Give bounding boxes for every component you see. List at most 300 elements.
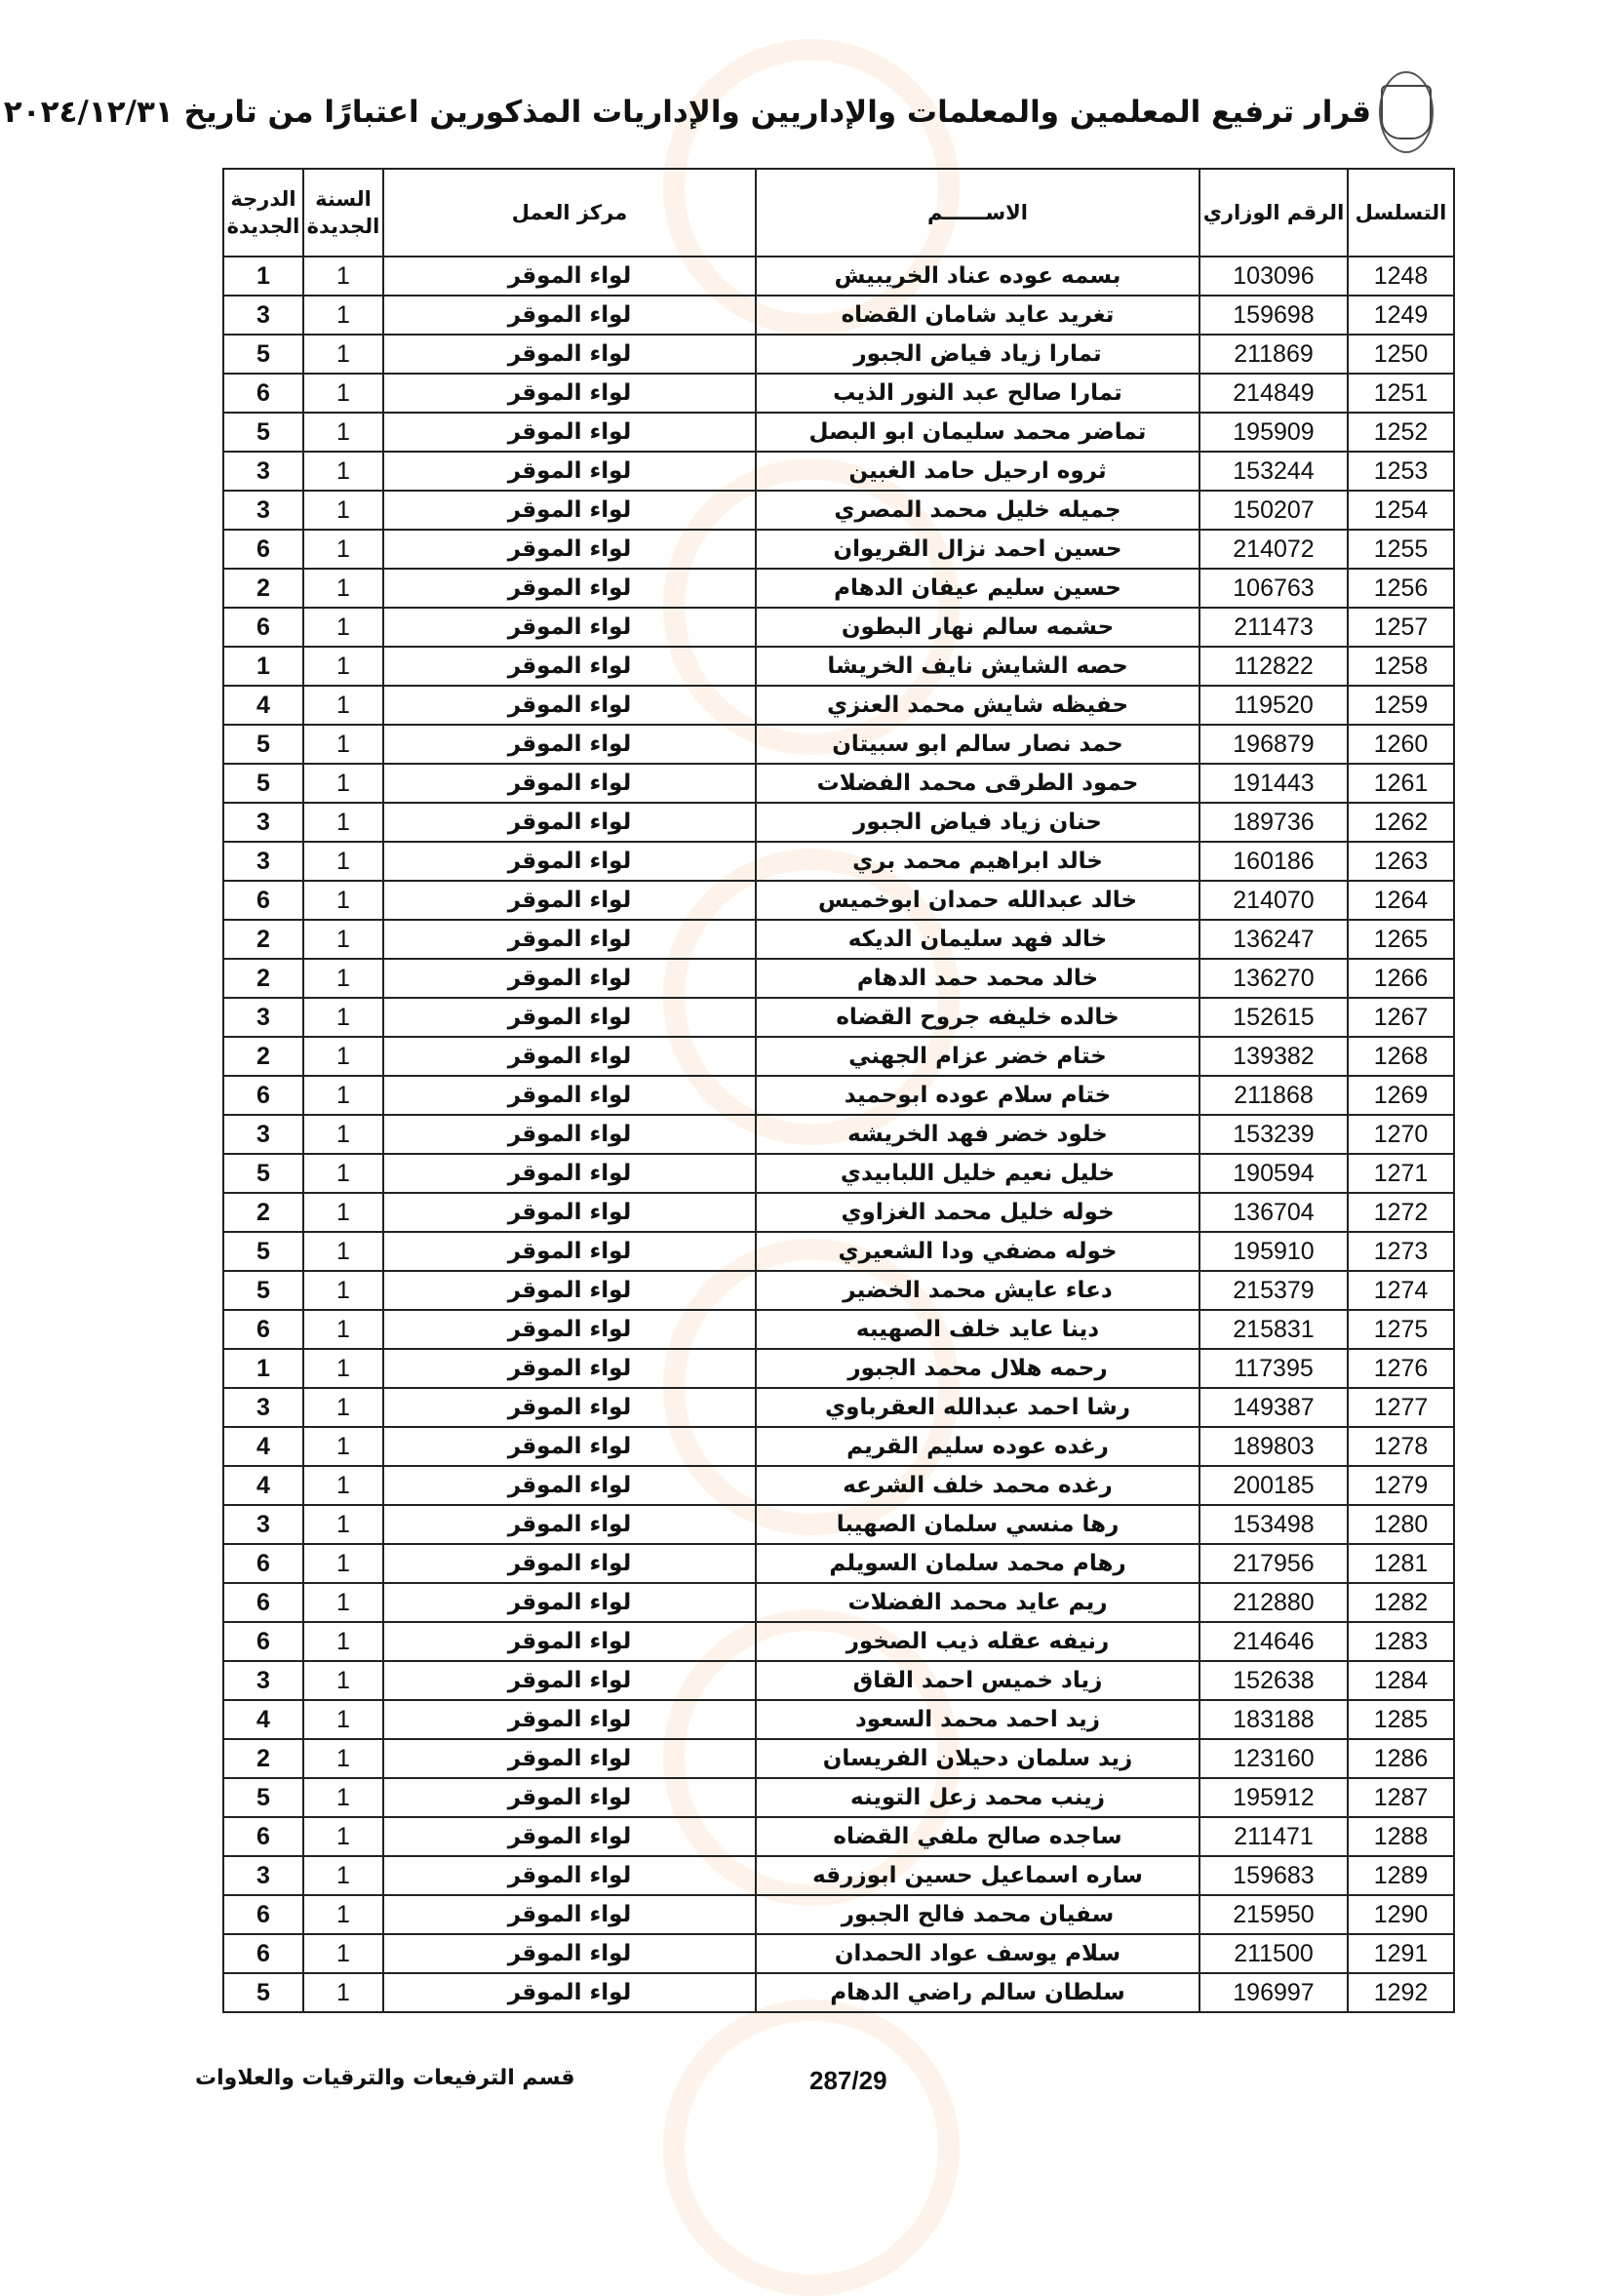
seq-cell: 1273 bbox=[1348, 1232, 1454, 1271]
new-year-cell: 1 bbox=[303, 608, 383, 647]
table-row bbox=[223, 686, 1454, 725]
name-cell: خلود خضر فهد الخريشه bbox=[756, 1115, 1199, 1154]
name-cell: حصه الشايش نايف الخريشا bbox=[756, 647, 1199, 686]
new-grade-cell: 5 bbox=[223, 764, 303, 803]
seq-cell: 1258 bbox=[1348, 647, 1454, 686]
new-year-cell: 1 bbox=[303, 257, 383, 296]
new-grade-cell: 6 bbox=[223, 1076, 303, 1115]
work-center-cell: لواء الموقر bbox=[383, 1271, 756, 1310]
new-year-cell: 1 bbox=[303, 920, 383, 959]
work-center-cell: لواء الموقر bbox=[383, 1934, 756, 1973]
name-cell: ثروه ارحيل حامد الغبين bbox=[756, 452, 1199, 491]
table-row bbox=[223, 1778, 1454, 1817]
new-year-cell: 1 bbox=[303, 296, 383, 335]
ministry-no-cell: 189803 bbox=[1199, 1427, 1348, 1466]
name-cell: زيد سلمان دحيلان الفريسان bbox=[756, 1739, 1199, 1778]
name-cell: خالد عبدالله حمدان ابوخميس bbox=[756, 881, 1199, 920]
new-grade-cell: 5 bbox=[223, 725, 303, 764]
table-row bbox=[223, 1310, 1454, 1349]
new-grade-cell: 3 bbox=[223, 1388, 303, 1427]
work-center-cell: لواء الموقر bbox=[383, 998, 756, 1037]
new-grade-cell: 5 bbox=[223, 1271, 303, 1310]
table-row bbox=[223, 764, 1454, 803]
ministry-no-cell: 196879 bbox=[1199, 725, 1348, 764]
table-row bbox=[223, 1544, 1454, 1583]
ministry-no-cell: 211473 bbox=[1199, 608, 1348, 647]
ministry-no-cell: 215831 bbox=[1199, 1310, 1348, 1349]
ministry-no-cell: 160186 bbox=[1199, 842, 1348, 881]
name-cell: خليل نعيم خليل اللبابيدي bbox=[756, 1154, 1199, 1193]
new-year-cell: 1 bbox=[303, 1895, 383, 1934]
work-center-cell: لواء الموقر bbox=[383, 413, 756, 452]
new-grade-cell: 6 bbox=[223, 1934, 303, 1973]
work-center-cell: لواء الموقر bbox=[383, 1427, 756, 1466]
table-row bbox=[223, 1895, 1454, 1934]
name-cell: رغده عوده سليم القريم bbox=[756, 1427, 1199, 1466]
seq-cell: 1264 bbox=[1348, 881, 1454, 920]
table-header-row bbox=[223, 169, 1454, 257]
ministry-no-cell: 195909 bbox=[1199, 413, 1348, 452]
table-row bbox=[223, 1037, 1454, 1076]
table-row bbox=[223, 959, 1454, 998]
new-year-cell: 1 bbox=[303, 1310, 383, 1349]
new-grade-cell: 2 bbox=[223, 920, 303, 959]
name-cell: خالد محمد حمد الدهام bbox=[756, 959, 1199, 998]
seq-cell: 1285 bbox=[1348, 1700, 1454, 1739]
new-year-cell: 1 bbox=[303, 1037, 383, 1076]
ministry-no-cell: 211471 bbox=[1199, 1817, 1348, 1856]
name-cell: زيد احمد محمد السعود bbox=[756, 1700, 1199, 1739]
seq-cell: 1268 bbox=[1348, 1037, 1454, 1076]
work-center-cell: لواء الموقر bbox=[383, 647, 756, 686]
table-row bbox=[223, 1661, 1454, 1700]
new-grade-cell: 3 bbox=[223, 1856, 303, 1895]
work-center-cell: لواء الموقر bbox=[383, 881, 756, 920]
seq-cell: 1263 bbox=[1348, 842, 1454, 881]
table-row bbox=[223, 1349, 1454, 1388]
new-grade-cell: 4 bbox=[223, 1700, 303, 1739]
name-cell: رغده محمد خلف الشرعه bbox=[756, 1466, 1199, 1505]
ministry-no-cell: 119520 bbox=[1199, 686, 1348, 725]
seq-cell: 1267 bbox=[1348, 998, 1454, 1037]
name-cell: سلام يوسف عواد الحمدان bbox=[756, 1934, 1199, 1973]
name-cell: ساجده صالح ملفي القضاه bbox=[756, 1817, 1199, 1856]
seq-cell: 1276 bbox=[1348, 1349, 1454, 1388]
new-grade-cell: 6 bbox=[223, 1583, 303, 1622]
work-center-cell: لواء الموقر bbox=[383, 1076, 756, 1115]
new-year-cell: 1 bbox=[303, 335, 383, 374]
name-cell: دعاء عايش محمد الخضير bbox=[756, 1271, 1199, 1310]
new-grade-cell: 5 bbox=[223, 1154, 303, 1193]
new-year-cell: 1 bbox=[303, 413, 383, 452]
work-center-cell: لواء الموقر bbox=[383, 1583, 756, 1622]
table-row bbox=[223, 1193, 1454, 1232]
new-grade-cell: 5 bbox=[223, 1778, 303, 1817]
new-grade-cell: 6 bbox=[223, 881, 303, 920]
ministry-no-cell: 112822 bbox=[1199, 647, 1348, 686]
work-center-cell: لواء الموقر bbox=[383, 608, 756, 647]
work-center-cell: لواء الموقر bbox=[383, 1622, 756, 1661]
new-grade-cell: 1 bbox=[223, 257, 303, 296]
work-center-cell: لواء الموقر bbox=[383, 1388, 756, 1427]
seq-cell: 1284 bbox=[1348, 1661, 1454, 1700]
ministry-no-cell: 212880 bbox=[1199, 1583, 1348, 1622]
name-cell: تماضر محمد سليمان ابو البصل bbox=[756, 413, 1199, 452]
work-center-cell: لواء الموقر bbox=[383, 1661, 756, 1700]
name-cell: خالده خليفه جروح القضاه bbox=[756, 998, 1199, 1037]
table-row bbox=[223, 1622, 1454, 1661]
seq-cell: 1256 bbox=[1348, 569, 1454, 608]
table-row bbox=[223, 803, 1454, 842]
table-row bbox=[223, 296, 1454, 335]
new-grade-cell: 1 bbox=[223, 1349, 303, 1388]
work-center-cell: لواء الموقر bbox=[383, 257, 756, 296]
seq-cell: 1248 bbox=[1348, 257, 1454, 296]
new-grade-cell: 4 bbox=[223, 1466, 303, 1505]
work-center-cell: لواء الموقر bbox=[383, 764, 756, 803]
work-center-cell: لواء الموقر bbox=[383, 1778, 756, 1817]
watermark-clock-icon bbox=[663, 1999, 960, 2296]
table-row bbox=[223, 998, 1454, 1037]
new-grade-cell: 1 bbox=[223, 647, 303, 686]
new-year-cell: 1 bbox=[303, 998, 383, 1037]
new-grade-cell: 5 bbox=[223, 413, 303, 452]
new-grade-cell: 3 bbox=[223, 842, 303, 881]
new-year-cell: 1 bbox=[303, 1349, 383, 1388]
table-row bbox=[223, 530, 1454, 569]
new-year-cell: 1 bbox=[303, 1934, 383, 1973]
new-grade-cell: 6 bbox=[223, 1895, 303, 1934]
seq-cell: 1282 bbox=[1348, 1583, 1454, 1622]
work-center-cell: لواء الموقر bbox=[383, 842, 756, 881]
name-cell: تغريد عايد شامان القضاه bbox=[756, 296, 1199, 335]
name-cell: ساره اسماعيل حسين ابوزرقه bbox=[756, 1856, 1199, 1895]
new-grade-cell: 5 bbox=[223, 1232, 303, 1271]
ministry-no-cell: 153244 bbox=[1199, 452, 1348, 491]
work-center-cell: لواء الموقر bbox=[383, 1037, 756, 1076]
work-center-cell: لواء الموقر bbox=[383, 1505, 756, 1544]
seq-cell: 1255 bbox=[1348, 530, 1454, 569]
new-grade-cell: 3 bbox=[223, 1115, 303, 1154]
name-cell: زينب محمد زعل التوينه bbox=[756, 1778, 1199, 1817]
new-year-cell: 1 bbox=[303, 959, 383, 998]
new-grade-cell: 3 bbox=[223, 1661, 303, 1700]
new-grade-cell: 6 bbox=[223, 374, 303, 413]
new-grade-cell: 6 bbox=[223, 1622, 303, 1661]
work-center-cell: لواء الموقر bbox=[383, 920, 756, 959]
ministry-no-cell: 200185 bbox=[1199, 1466, 1348, 1505]
seq-cell: 1288 bbox=[1348, 1817, 1454, 1856]
name-cell: ريم عايد محمد الفضلات bbox=[756, 1583, 1199, 1622]
seq-cell: 1250 bbox=[1348, 335, 1454, 374]
new-year-cell: 1 bbox=[303, 686, 383, 725]
table-row bbox=[223, 647, 1454, 686]
new-year-cell: 1 bbox=[303, 374, 383, 413]
seq-cell: 1281 bbox=[1348, 1544, 1454, 1583]
table-row bbox=[223, 1232, 1454, 1271]
new-grade-cell: 6 bbox=[223, 530, 303, 569]
ministry-no-cell: 106763 bbox=[1199, 569, 1348, 608]
table-row bbox=[223, 1505, 1454, 1544]
table-row bbox=[223, 374, 1454, 413]
ministry-no-cell: 211868 bbox=[1199, 1076, 1348, 1115]
ministry-no-cell: 152615 bbox=[1199, 998, 1348, 1037]
name-cell: رها منسي سلمان الصهيبا bbox=[756, 1505, 1199, 1544]
new-grade-cell: 3 bbox=[223, 452, 303, 491]
new-year-cell: 1 bbox=[303, 1661, 383, 1700]
name-cell: رشا احمد عبدالله العقرباوي bbox=[756, 1388, 1199, 1427]
new-year-cell: 1 bbox=[303, 1778, 383, 1817]
ministry-no-cell: 139382 bbox=[1199, 1037, 1348, 1076]
new-grade-cell: 5 bbox=[223, 335, 303, 374]
seq-cell: 1272 bbox=[1348, 1193, 1454, 1232]
seq-cell: 1287 bbox=[1348, 1778, 1454, 1817]
ministry-no-cell: 214646 bbox=[1199, 1622, 1348, 1661]
table-row bbox=[223, 1466, 1454, 1505]
ministry-no-cell: 215379 bbox=[1199, 1271, 1348, 1310]
table-row bbox=[223, 1076, 1454, 1115]
new-year-cell: 1 bbox=[303, 1271, 383, 1310]
new-grade-cell: 2 bbox=[223, 1193, 303, 1232]
table-row bbox=[223, 1739, 1454, 1778]
new-year-cell: 1 bbox=[303, 1193, 383, 1232]
seq-cell: 1286 bbox=[1348, 1739, 1454, 1778]
table-row bbox=[223, 1856, 1454, 1895]
seq-cell: 1257 bbox=[1348, 608, 1454, 647]
document-header bbox=[3, 68, 1434, 156]
new-year-cell: 1 bbox=[303, 452, 383, 491]
seq-cell: 1251 bbox=[1348, 374, 1454, 413]
ministry-no-cell: 195912 bbox=[1199, 1778, 1348, 1817]
new-grade-cell: 3 bbox=[223, 998, 303, 1037]
name-cell: خالد ابراهيم محمد بري bbox=[756, 842, 1199, 881]
new-year-cell: 1 bbox=[303, 569, 383, 608]
name-cell: رنيفه عقله ذيب الصخور bbox=[756, 1622, 1199, 1661]
work-center-cell: لواء الموقر bbox=[383, 1193, 756, 1232]
new-year-cell: 1 bbox=[303, 1505, 383, 1544]
ministry-no-cell: 150207 bbox=[1199, 491, 1348, 530]
new-year-cell: 1 bbox=[303, 491, 383, 530]
table-row bbox=[223, 335, 1454, 374]
ministry-no-cell: 214070 bbox=[1199, 881, 1348, 920]
new-year-cell: 1 bbox=[303, 1388, 383, 1427]
document-title: قرار ترفيع المعلمين والمعلمات والإداريين والإداريات المذكورين اعتبارًا من تاريخ ٢٠٢٤/١٢/٣١ bbox=[3, 95, 1371, 130]
ministry-no-cell: 136247 bbox=[1199, 920, 1348, 959]
new-grade-cell: 3 bbox=[223, 491, 303, 530]
work-center-cell: لواء الموقر bbox=[383, 296, 756, 335]
new-year-cell: 1 bbox=[303, 881, 383, 920]
ministry-seal-icon bbox=[1379, 71, 1434, 153]
table-row bbox=[223, 452, 1454, 491]
name-cell: جميله خليل محمد المصري bbox=[756, 491, 1199, 530]
name-cell: خالد فهد سليمان الديكه bbox=[756, 920, 1199, 959]
work-center-cell: لواء الموقر bbox=[383, 1544, 756, 1583]
department-name: قسم الترفيعات والترقيات والعلاوات bbox=[195, 2066, 575, 2090]
table-row bbox=[223, 1934, 1454, 1973]
name-cell: زياد خميس احمد القاق bbox=[756, 1661, 1199, 1700]
work-center-cell: لواء الموقر bbox=[383, 1739, 756, 1778]
seq-cell: 1269 bbox=[1348, 1076, 1454, 1115]
ministry-no-cell: 183188 bbox=[1199, 1700, 1348, 1739]
table-row bbox=[223, 1388, 1454, 1427]
ministry-no-cell: 195910 bbox=[1199, 1232, 1348, 1271]
table-row bbox=[223, 1427, 1454, 1466]
new-year-cell: 1 bbox=[303, 1856, 383, 1895]
ministry-no-cell: 190594 bbox=[1199, 1154, 1348, 1193]
new-grade-cell: 4 bbox=[223, 686, 303, 725]
name-cell: حفيظه شايش محمد العنزي bbox=[756, 686, 1199, 725]
name-cell: ختام خضر عزام الجهني bbox=[756, 1037, 1199, 1076]
name-cell: رحمه هلال محمد الجبور bbox=[756, 1349, 1199, 1388]
table-row bbox=[223, 881, 1454, 920]
promotions-table bbox=[222, 168, 1455, 2013]
new-grade-cell: 6 bbox=[223, 1310, 303, 1349]
seq-cell: 1290 bbox=[1348, 1895, 1454, 1934]
header-seq: التسلسل bbox=[1348, 169, 1454, 257]
ministry-no-cell: 103096 bbox=[1199, 257, 1348, 296]
name-cell: تمارا صالح عبد النور الذيب bbox=[756, 374, 1199, 413]
ministry-no-cell: 136704 bbox=[1199, 1193, 1348, 1232]
ministry-no-cell: 189736 bbox=[1199, 803, 1348, 842]
seq-cell: 1270 bbox=[1348, 1115, 1454, 1154]
ministry-no-cell: 217956 bbox=[1199, 1544, 1348, 1583]
new-grade-cell: 6 bbox=[223, 1817, 303, 1856]
seq-cell: 1259 bbox=[1348, 686, 1454, 725]
new-year-cell: 1 bbox=[303, 1622, 383, 1661]
name-cell: تمارا زياد فياض الجبور bbox=[756, 335, 1199, 374]
name-cell: بسمه عوده عناد الخريبيش bbox=[756, 257, 1199, 296]
new-year-cell: 1 bbox=[303, 1700, 383, 1739]
new-year-cell: 1 bbox=[303, 842, 383, 881]
ministry-no-cell: 214849 bbox=[1199, 374, 1348, 413]
name-cell: رهام محمد سلمان السويلم bbox=[756, 1544, 1199, 1583]
table-row bbox=[223, 842, 1454, 881]
ministry-no-cell: 152638 bbox=[1199, 1661, 1348, 1700]
name-cell: حسين احمد نزال القريوان bbox=[756, 530, 1199, 569]
work-center-cell: لواء الموقر bbox=[383, 1856, 756, 1895]
new-grade-cell: 3 bbox=[223, 296, 303, 335]
table-row bbox=[223, 1115, 1454, 1154]
work-center-cell: لواء الموقر bbox=[383, 452, 756, 491]
name-cell: حشمه سالم نهار البطون bbox=[756, 608, 1199, 647]
seq-cell: 1283 bbox=[1348, 1622, 1454, 1661]
new-year-cell: 1 bbox=[303, 1973, 383, 2012]
new-year-cell: 1 bbox=[303, 1739, 383, 1778]
work-center-cell: لواء الموقر bbox=[383, 335, 756, 374]
table-row bbox=[223, 569, 1454, 608]
name-cell: سفيان محمد فالح الجبور bbox=[756, 1895, 1199, 1934]
work-center-cell: لواء الموقر bbox=[383, 1349, 756, 1388]
ministry-no-cell: 123160 bbox=[1199, 1739, 1348, 1778]
work-center-cell: لواء الموقر bbox=[383, 530, 756, 569]
new-year-cell: 1 bbox=[303, 647, 383, 686]
new-grade-cell: 2 bbox=[223, 959, 303, 998]
new-grade-cell: 2 bbox=[223, 1037, 303, 1076]
ministry-no-cell: 136270 bbox=[1199, 959, 1348, 998]
table-row bbox=[223, 920, 1454, 959]
table-row bbox=[223, 1583, 1454, 1622]
page-number: 287/29 bbox=[809, 2066, 887, 2095]
table-row bbox=[223, 725, 1454, 764]
work-center-cell: لواء الموقر bbox=[383, 1700, 756, 1739]
new-grade-cell: 4 bbox=[223, 1427, 303, 1466]
new-year-cell: 1 bbox=[303, 1232, 383, 1271]
name-cell: حمد نصار سالم ابو سبيتان bbox=[756, 725, 1199, 764]
header-ministry-no: الرقم الوزاري bbox=[1199, 169, 1348, 257]
work-center-cell: لواء الموقر bbox=[383, 491, 756, 530]
table-row bbox=[223, 257, 1454, 296]
work-center-cell: لواء الموقر bbox=[383, 374, 756, 413]
table-row bbox=[223, 491, 1454, 530]
seq-cell: 1274 bbox=[1348, 1271, 1454, 1310]
work-center-cell: لواء الموقر bbox=[383, 725, 756, 764]
work-center-cell: لواء الموقر bbox=[383, 959, 756, 998]
ministry-no-cell: 149387 bbox=[1199, 1388, 1348, 1427]
work-center-cell: لواء الموقر bbox=[383, 1817, 756, 1856]
new-year-cell: 1 bbox=[303, 530, 383, 569]
seq-cell: 1271 bbox=[1348, 1154, 1454, 1193]
name-cell: ختام سلام عوده ابوحميد bbox=[756, 1076, 1199, 1115]
name-cell: دينا عايد خلف الصهيبه bbox=[756, 1310, 1199, 1349]
work-center-cell: لواء الموقر bbox=[383, 1115, 756, 1154]
new-grade-cell: 6 bbox=[223, 1544, 303, 1583]
seq-cell: 1260 bbox=[1348, 725, 1454, 764]
table-row bbox=[223, 1973, 1454, 2012]
table-row bbox=[223, 1271, 1454, 1310]
ministry-no-cell: 214072 bbox=[1199, 530, 1348, 569]
name-cell: حسين سليم عيفان الدهام bbox=[756, 569, 1199, 608]
new-year-cell: 1 bbox=[303, 1115, 383, 1154]
new-year-cell: 1 bbox=[303, 803, 383, 842]
seq-cell: 1277 bbox=[1348, 1388, 1454, 1427]
work-center-cell: لواء الموقر bbox=[383, 1154, 756, 1193]
name-cell: حمود الطرقى محمد الفضلات bbox=[756, 764, 1199, 803]
new-grade-cell: 3 bbox=[223, 1505, 303, 1544]
ministry-no-cell: 117395 bbox=[1199, 1349, 1348, 1388]
ministry-no-cell: 211500 bbox=[1199, 1934, 1348, 1973]
work-center-cell: لواء الموقر bbox=[383, 1232, 756, 1271]
ministry-no-cell: 215950 bbox=[1199, 1895, 1348, 1934]
ministry-no-cell: 153239 bbox=[1199, 1115, 1348, 1154]
new-year-cell: 1 bbox=[303, 1817, 383, 1856]
ministry-no-cell: 211869 bbox=[1199, 335, 1348, 374]
new-grade-cell: 2 bbox=[223, 569, 303, 608]
new-year-cell: 1 bbox=[303, 1466, 383, 1505]
seq-cell: 1261 bbox=[1348, 764, 1454, 803]
new-year-cell: 1 bbox=[303, 1076, 383, 1115]
new-year-cell: 1 bbox=[303, 725, 383, 764]
table-row bbox=[223, 608, 1454, 647]
work-center-cell: لواء الموقر bbox=[383, 1466, 756, 1505]
header-new-grade: الدرجة الجديدة bbox=[223, 169, 303, 257]
new-grade-cell: 5 bbox=[223, 1973, 303, 2012]
header-new-year: السنة الجديدة bbox=[303, 169, 383, 257]
new-grade-cell: 3 bbox=[223, 803, 303, 842]
seq-cell: 1291 bbox=[1348, 1934, 1454, 1973]
work-center-cell: لواء الموقر bbox=[383, 1973, 756, 2012]
seq-cell: 1292 bbox=[1348, 1973, 1454, 2012]
table-row bbox=[223, 1817, 1454, 1856]
ministry-no-cell: 191443 bbox=[1199, 764, 1348, 803]
seq-cell: 1249 bbox=[1348, 296, 1454, 335]
ministry-no-cell: 196997 bbox=[1199, 1973, 1348, 2012]
work-center-cell: لواء الموقر bbox=[383, 1310, 756, 1349]
seq-cell: 1279 bbox=[1348, 1466, 1454, 1505]
work-center-cell: لواء الموقر bbox=[383, 686, 756, 725]
name-cell: خوله مضفي ودا الشعيري bbox=[756, 1232, 1199, 1271]
seq-cell: 1253 bbox=[1348, 452, 1454, 491]
seq-cell: 1262 bbox=[1348, 803, 1454, 842]
